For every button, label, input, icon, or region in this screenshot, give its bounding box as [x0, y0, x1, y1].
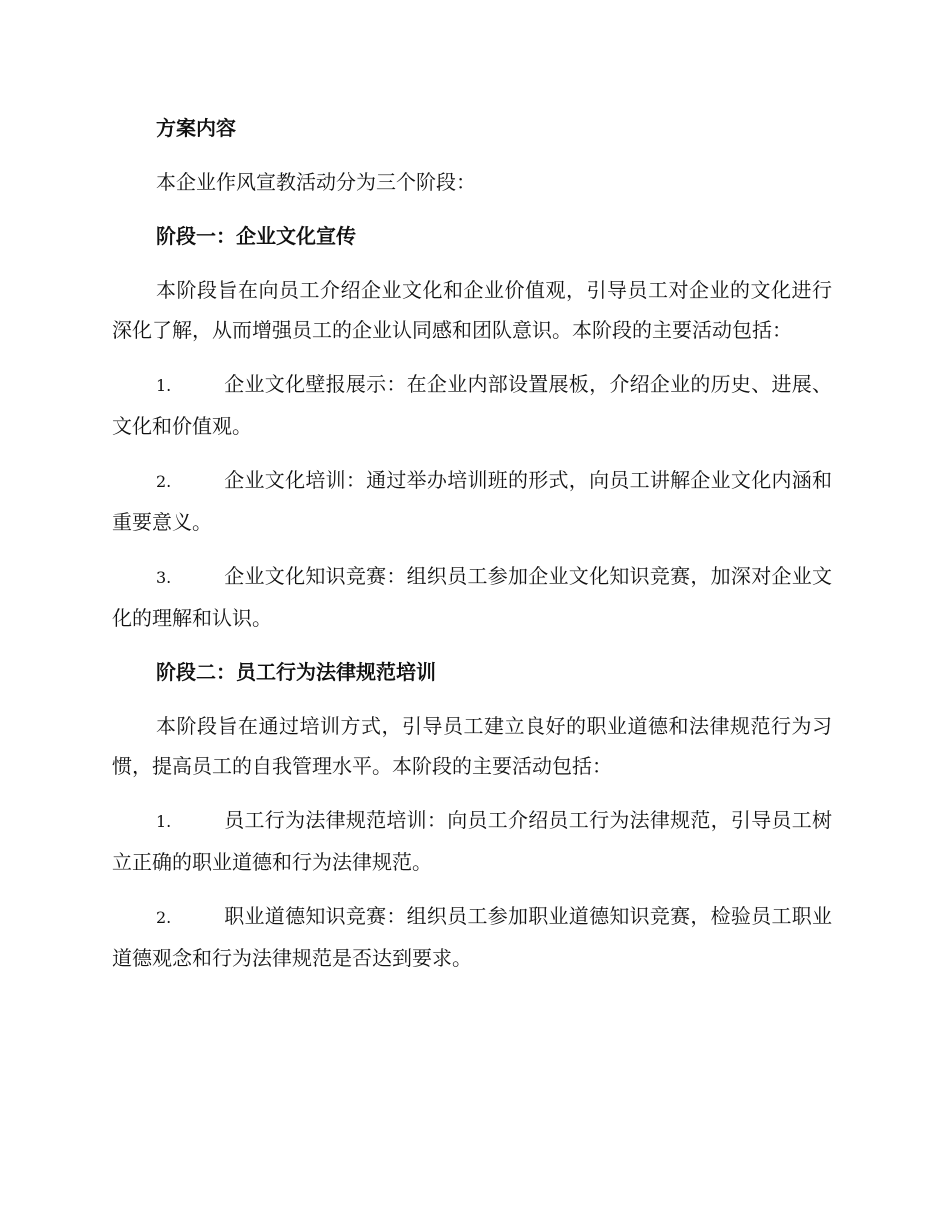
list-text: 企业文化知识竞赛：组织员工参加企业文化知识竞赛，加深对企业文化的理解和认识。 — [112, 564, 832, 630]
section-title: 方案内容 — [156, 116, 236, 140]
list-text: 企业文化培训：通过举办培训班的形式，向员工讲解企业文化内涵和重要意义。 — [112, 468, 832, 534]
list-text: 职业道德知识竞赛：组织员工参加职业道德知识竞赛，检验员工职业道德观念和行为法律规范是否达到要求。 — [112, 904, 832, 970]
list-number: 3. — [156, 568, 172, 587]
stage1-list-item-2 — [112, 460, 832, 542]
list-number: 2. — [156, 908, 172, 927]
list-number: 1. — [156, 812, 172, 831]
stage1-list-item-1 — [112, 364, 832, 446]
stage1-list-item-3 — [112, 556, 832, 638]
intro-paragraph: 本企业作风宣教活动分为三个阶段： — [156, 170, 476, 194]
document-page — [112, 108, 832, 992]
stage2-description: 本阶段旨在通过培训方式，引导员工建立良好的职业道德和法律规范行为习惯，提高员工的自我管理水平。本阶段的主要活动包括： — [112, 714, 832, 778]
stage2-list-item-2 — [112, 896, 832, 978]
stage2-list-item-1 — [112, 800, 832, 882]
list-text: 员工行为法律规范培训：向员工介绍员工行为法律规范，引导员工树立正确的职业道德和行为法律规范。 — [112, 808, 832, 874]
list-number: 2. — [156, 472, 172, 491]
stage1-description: 本阶段旨在向员工介绍企业文化和企业价值观，引导员工对企业的文化进行深化了解，从而增强员工的企业认同感和团队意识。本阶段的主要活动包括： — [112, 278, 832, 342]
stage1-title: 阶段一：企业文化宣传 — [156, 224, 356, 248]
stage2-title: 阶段二：员工行为法律规范培训 — [156, 660, 436, 684]
list-number: 1. — [156, 376, 172, 395]
list-text: 企业文化壁报展示：在企业内部设置展板，介绍企业的历史、进展、文化和价值观。 — [112, 372, 832, 438]
